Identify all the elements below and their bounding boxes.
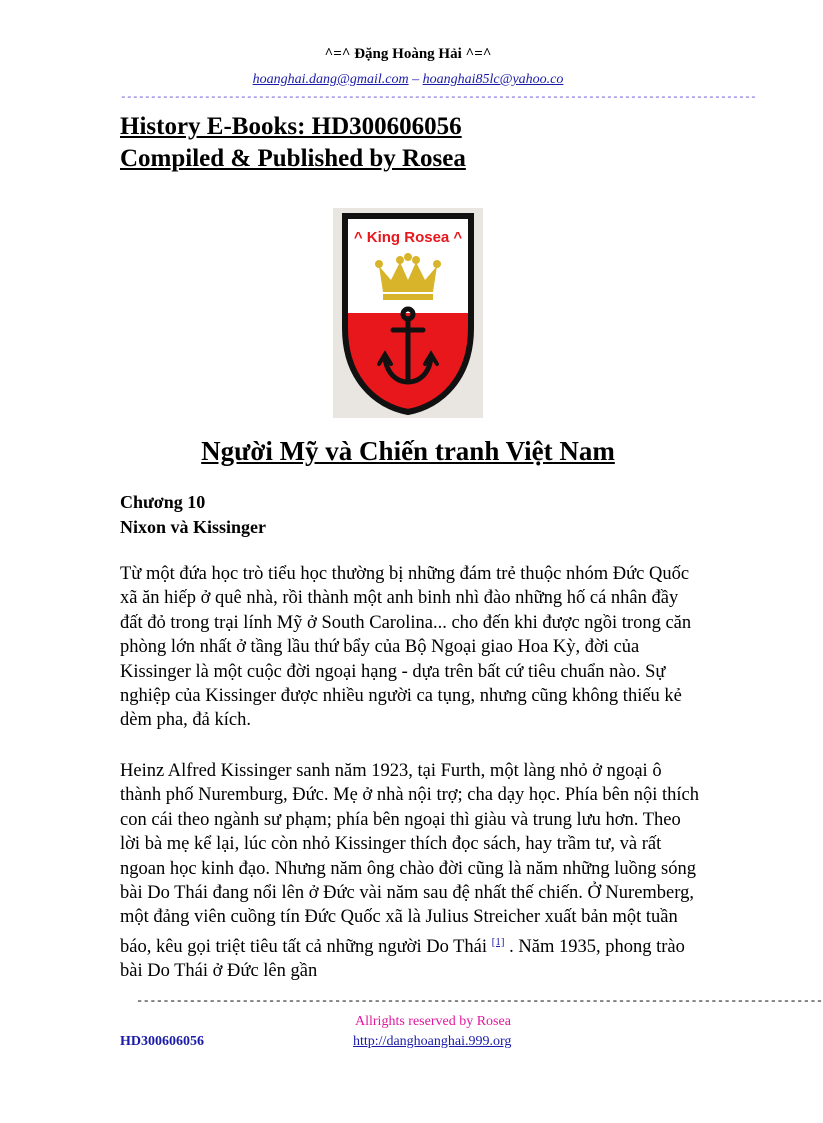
contact-emails [0, 72, 816, 88]
footer-website-link[interactable]: http://danghoanghai.999.org [353, 1034, 512, 1049]
author-line: ^=^ Đặng Hoàng Hải ^=^ [324, 46, 492, 62]
email-link-gmail[interactable]: hoanghai.dang@gmail.com [252, 72, 409, 87]
chapter-number: Chương 10 [120, 492, 206, 512]
chapter-title: Nixon và Kissinger [120, 517, 267, 537]
footnote-link[interactable]: [1] [491, 935, 505, 948]
logo-text: ^ King Rosea ^ [353, 229, 463, 246]
document-title: Người Mỹ và Chiến tranh Việt Nam [201, 436, 615, 466]
footer-divider: -------------------------------------------------------------------------------------------------------- [136, 994, 823, 1008]
paragraph-2-continued: . Năm 1935, phong trào bài Do Thái ở Đức lên gần [120, 937, 685, 982]
publisher-title: Compiled & Published by Rosea [120, 145, 466, 172]
email-link-yahoo[interactable]: hoanghai85lc@yahoo.co [422, 72, 564, 87]
king-rosea-logo [333, 208, 483, 418]
paragraph-2-text: Heinz Alfred Kissinger sanh năm 1923, tại Furth, một làng nhỏ ở ngoại ô thành phố Nuremburg, Đức. Mẹ ở nhà nội trợ; cha dạy học. Phía bên nội thích con cái theo ngành sư phạm; phía bên ngoại thì giàu và trung lưu hơn. Theo lời bà mẹ kể lại, lúc còn nhỏ Kissinger thích đọc sách, hay trầm tư, và rất ngoan học kinh đạo. Nhưng năm ông chào đời cũng là năm những luồng sóng bài Do Thái đang nổi lên ở Đức vài năm sau đệ nhất thế chiến. Ở Nuremberg, một đảng viên cuồng tín Đức Quốc xã là Julius Streicher xuất bản một tuần báo, kêu gọi triệt tiêu tất cả những người Do Thái [120, 761, 699, 957]
ebook-title: History E-Books: HD300606056 [120, 113, 462, 140]
footer-book-code: HD300606056 [120, 1034, 204, 1049]
rights-notice: Allrights reserved by Rosea [355, 1014, 511, 1029]
paragraph-2 [120, 759, 700, 984]
header-divider: ---------------------------------------------------------------------------------------------------------- [120, 92, 757, 104]
paragraph-1: Từ một đứa học trò tiểu học thường bị những đám trẻ thuộc nhóm Đức Quốc xã ăn hiếp ở quê nhà, rồi thành một anh binh nhì đào những hố cá nhân đầy đất đỏ trong trại lính Mỹ ở South Carolina... cho đến khi được ngồi trong căn phòng lớn nhất ở tầng lầu thứ bẩy của Bộ Ngoại giao Hoa Kỳ, đời của Kissinger là một cuộc đời ngoại hạng - dựa trên bất cứ tiêu chuẩn nào. Sự nghiệp của Kissinger được nhiều người ca tụng, nhưng cũng không thiếu kẻ dèm pha, đả kích. [120, 564, 692, 731]
shield-emblem [333, 208, 483, 418]
chapter-heading [120, 490, 266, 540]
email-separator: – [408, 72, 423, 87]
